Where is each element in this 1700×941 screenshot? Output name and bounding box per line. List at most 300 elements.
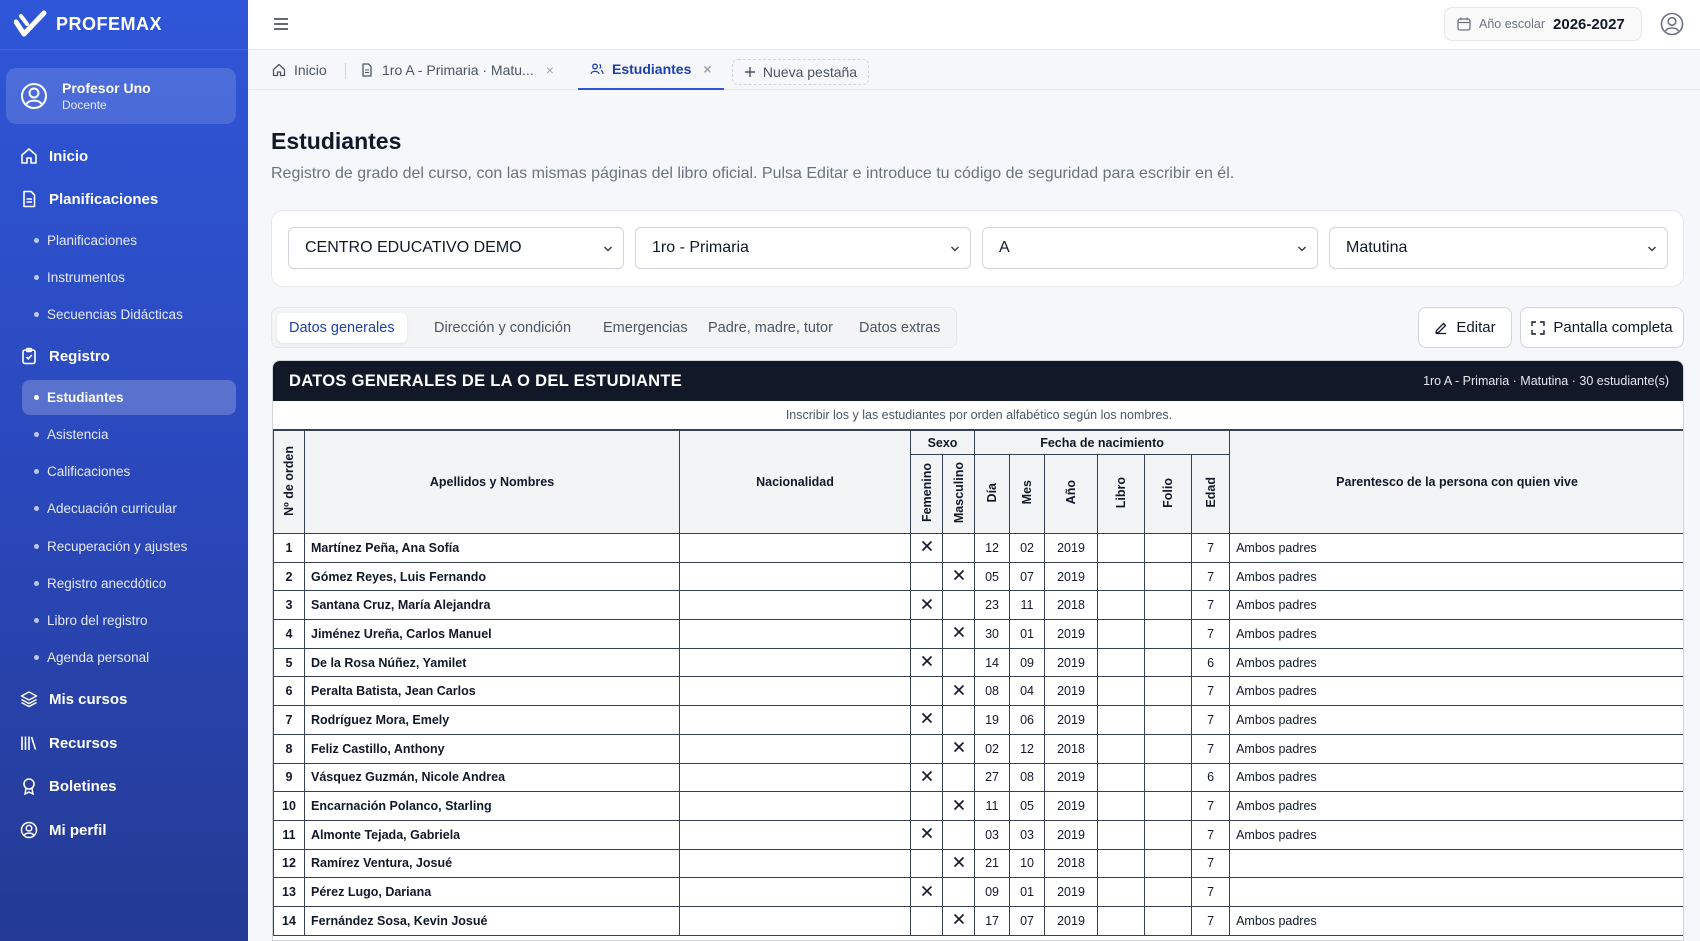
col-masculino-label: Masculino [951, 461, 966, 524]
home-icon [20, 147, 38, 165]
cell-libro[interactable] [1098, 620, 1145, 649]
cell-nombre[interactable]: Santana Cruz, María Alejandra [305, 591, 680, 620]
cell-nombre[interactable]: Vásquez Guzmán, Nicole Andrea [305, 763, 680, 792]
cell-folio[interactable] [1145, 849, 1192, 878]
cell-femenino[interactable] [911, 906, 943, 935]
cell-mes[interactable]: 07 [1010, 906, 1045, 935]
sidebar-sub-anecdotico[interactable] [22, 566, 236, 601]
col-libro-label: Libro [1114, 476, 1129, 509]
new-tab-button[interactable] [732, 59, 869, 85]
cell-nombre[interactable]: Pérez Lugo, Dariana [305, 878, 680, 907]
cell-masculino[interactable] [943, 792, 975, 821]
cell-nacionalidad[interactable] [680, 677, 911, 706]
bullet-icon [34, 395, 39, 400]
cell-orden: 11 [274, 820, 305, 849]
tab-inicio[interactable] [272, 50, 327, 90]
user-circle-icon [20, 821, 38, 839]
fullscreen-button[interactable] [1520, 307, 1684, 348]
cell-anio[interactable]: 2019 [1045, 620, 1098, 649]
sidebar-sub-agenda[interactable] [22, 640, 236, 675]
table-row[interactable] [274, 620, 1685, 649]
cell-masculino[interactable] [943, 734, 975, 763]
cell-edad: 7 [1192, 677, 1230, 706]
col-dia-label: Día [985, 482, 1000, 503]
bullet-icon [34, 506, 39, 511]
bullet-icon [34, 469, 39, 474]
cell-parentesco[interactable]: Ambos padres [1230, 820, 1684, 849]
cell-parentesco[interactable]: Ambos padres [1230, 763, 1684, 792]
cell-nacionalidad[interactable] [680, 820, 911, 849]
cell-dia[interactable]: 11 [975, 792, 1010, 821]
table-header-bar [273, 361, 1684, 401]
sub-label: Adecuación curricular [47, 501, 177, 516]
cell-folio[interactable] [1145, 792, 1192, 821]
filter-card [271, 210, 1684, 287]
section-tab-padre-madre-tutor[interactable]: Padre, madre, tutor [708, 320, 833, 336]
students-table-body [274, 534, 1685, 936]
section-tab-emergencias[interactable]: Emergencias [603, 320, 688, 336]
cell-orden: 12 [274, 849, 305, 878]
bullet-icon [34, 432, 39, 437]
tab-course[interactable] [360, 50, 554, 90]
cell-folio[interactable] [1145, 878, 1192, 907]
new-tab-label: Nueva pestaña [762, 64, 858, 80]
nav-mis-cursos[interactable] [0, 681, 248, 717]
cell-parentesco[interactable]: Ambos padres [1230, 534, 1684, 563]
tab-strip [248, 50, 1700, 90]
sub-label: Asistencia [47, 427, 109, 442]
cell-nombre[interactable]: Feliz Castillo, Anthony [305, 734, 680, 763]
col-sexo: Sexo [911, 431, 975, 455]
cell-femenino[interactable] [911, 706, 943, 735]
cell-masculino[interactable] [943, 820, 975, 849]
cell-dia[interactable]: 12 [975, 534, 1010, 563]
table-row[interactable] [274, 591, 1685, 620]
cell-libro[interactable] [1098, 706, 1145, 735]
cell-nacionalidad[interactable] [680, 878, 911, 907]
nav-boletines[interactable] [0, 768, 248, 804]
brand[interactable] [0, 0, 248, 50]
cell-dia[interactable]: 19 [975, 706, 1010, 735]
cell-femenino[interactable] [911, 820, 943, 849]
shift-select[interactable] [1329, 227, 1668, 269]
cell-libro[interactable] [1098, 734, 1145, 763]
cell-nombre[interactable]: Peralta Batista, Jean Carlos [305, 677, 680, 706]
cell-femenino[interactable] [911, 878, 943, 907]
cell-orden: 2 [274, 562, 305, 591]
cell-masculino[interactable] [943, 763, 975, 792]
col-nacionalidad: Nacionalidad [680, 431, 911, 534]
sidebar-sub-instrumentos[interactable] [22, 260, 236, 295]
sidebar-sub-adecuacion[interactable] [22, 491, 236, 526]
cell-masculino[interactable] [943, 677, 975, 706]
cell-folio[interactable] [1145, 562, 1192, 591]
cell-orden: 8 [274, 734, 305, 763]
cell-masculino[interactable] [943, 706, 975, 735]
table-meta: 1ro A - Primaria · Matutina · 30 estudiante(s) [1423, 374, 1669, 388]
cell-anio[interactable]: 2019 [1045, 792, 1098, 821]
cell-folio[interactable] [1145, 534, 1192, 563]
grade-select[interactable] [635, 227, 971, 269]
section-tab-direccion[interactable]: Dirección y condición [434, 320, 572, 336]
cell-libro[interactable] [1098, 534, 1145, 563]
cell-edad: 7 [1192, 878, 1230, 907]
document-icon [20, 190, 38, 208]
close-tab-icon[interactable]: × [703, 61, 712, 77]
bullet-icon [34, 581, 39, 586]
cell-nacionalidad[interactable] [680, 534, 911, 563]
bullet-icon [34, 618, 39, 623]
table-row[interactable] [274, 677, 1685, 706]
tab-estudiantes[interactable] [578, 50, 724, 90]
school-year-label: Año escolar [1479, 17, 1546, 31]
cell-femenino[interactable] [911, 620, 943, 649]
cell-mes[interactable]: 11 [1010, 591, 1045, 620]
cell-folio[interactable] [1145, 820, 1192, 849]
cell-mes[interactable]: 04 [1010, 677, 1045, 706]
sidebar-sub-recuperacion[interactable] [22, 529, 236, 564]
cell-anio[interactable]: 2018 [1045, 849, 1098, 878]
cell-anio[interactable]: 2019 [1045, 677, 1098, 706]
x-mark-icon [953, 684, 965, 696]
bullet-icon [34, 655, 39, 660]
sub-label: Calificaciones [47, 464, 131, 479]
col-folio [1145, 455, 1192, 534]
table-row[interactable] [274, 906, 1685, 935]
cell-dia[interactable]: 03 [975, 820, 1010, 849]
cell-libro[interactable] [1098, 820, 1145, 849]
col-parentesco: Parentesco de la persona con quien vive [1230, 431, 1684, 534]
user-avatar-icon [20, 82, 48, 110]
col-femenino [911, 455, 943, 534]
cell-folio[interactable] [1145, 648, 1192, 677]
cell-nacionalidad[interactable] [680, 734, 911, 763]
cell-parentesco[interactable]: Ambos padres [1230, 706, 1684, 735]
nav-planificaciones[interactable] [0, 181, 248, 217]
cell-nombre[interactable]: Rodríguez Mora, Emely [305, 706, 680, 735]
nav-inicio-label: Inicio [49, 147, 89, 165]
cell-femenino[interactable] [911, 763, 943, 792]
cell-femenino[interactable] [911, 534, 943, 563]
cell-dia[interactable]: 05 [975, 562, 1010, 591]
top-bar [248, 0, 1700, 50]
table-row[interactable] [274, 534, 1685, 563]
col-edad-label: Edad [1203, 477, 1218, 508]
cell-mes[interactable]: 02 [1010, 534, 1045, 563]
cell-mes[interactable]: 10 [1010, 849, 1045, 878]
cell-parentesco[interactable]: Ambos padres [1230, 562, 1684, 591]
sidebar-sub-asistencia[interactable] [22, 417, 236, 452]
cell-parentesco[interactable]: Ambos padres [1230, 792, 1684, 821]
cell-parentesco[interactable]: Ambos padres [1230, 648, 1684, 677]
cell-orden: 1 [274, 534, 305, 563]
school-year-selector[interactable] [1444, 7, 1642, 41]
cell-masculino[interactable] [943, 591, 975, 620]
cell-femenino[interactable] [911, 677, 943, 706]
edit-button[interactable] [1418, 307, 1512, 348]
cell-masculino[interactable] [943, 849, 975, 878]
sidebar [0, 0, 248, 941]
hamburger-menu-icon[interactable] [272, 15, 290, 33]
cell-nombre[interactable]: Ramírez Ventura, Josué [305, 849, 680, 878]
sidebar-sub-calificaciones[interactable] [22, 454, 236, 489]
profemax-logo-icon [14, 10, 48, 40]
cell-mes[interactable]: 01 [1010, 620, 1045, 649]
cell-nombre[interactable]: Martínez Peña, Ana Sofía [305, 534, 680, 563]
cell-anio[interactable]: 2019 [1045, 878, 1098, 907]
cell-libro[interactable] [1098, 677, 1145, 706]
page-subtitle: Registro de grado del curso, con las mismas páginas del libro oficial. Pulsa Editar e introduce tu código de seguridad para escribir en él. [271, 165, 1235, 182]
cell-parentesco[interactable]: Ambos padres [1230, 677, 1684, 706]
cell-nombre[interactable]: De la Rosa Núñez, Yamilet [305, 648, 680, 677]
table-title: DATOS GENERALES DE LA O DEL ESTUDIANTE [289, 372, 683, 390]
cell-parentesco[interactable]: Ambos padres [1230, 591, 1684, 620]
nav-registro-label: Registro [49, 347, 110, 365]
sidebar-sub-planificaciones[interactable] [22, 223, 236, 258]
edit-button-label: Editar [1456, 319, 1496, 336]
section-tab-datos-generales[interactable]: Datos generales [277, 313, 407, 343]
cell-orden: 9 [274, 763, 305, 792]
sidebar-sub-estudiantes[interactable] [22, 380, 236, 415]
cell-parentesco[interactable] [1230, 878, 1684, 907]
tab-separator [345, 63, 346, 79]
school-year-value: 2026-2027 [1553, 15, 1625, 33]
tab-label: Estudiantes [612, 61, 692, 77]
cell-dia[interactable]: 08 [975, 677, 1010, 706]
cell-anio[interactable]: 2019 [1045, 763, 1098, 792]
cell-masculino[interactable] [943, 878, 975, 907]
tab-label: Inicio [294, 62, 327, 78]
section-select-value: A [999, 239, 1010, 256]
cell-dia[interactable]: 14 [975, 648, 1010, 677]
cell-nacionalidad[interactable] [680, 792, 911, 821]
cell-nacionalidad[interactable] [680, 562, 911, 591]
x-mark-icon [921, 598, 933, 610]
cell-edad: 6 [1192, 763, 1230, 792]
cell-parentesco[interactable] [1230, 849, 1684, 878]
cell-nacionalidad[interactable] [680, 849, 911, 878]
cell-femenino[interactable] [911, 648, 943, 677]
cell-orden: 7 [274, 706, 305, 735]
x-mark-icon [921, 655, 933, 667]
cell-mes[interactable]: 01 [1010, 878, 1045, 907]
sub-label: Libro del registro [47, 613, 148, 628]
fullscreen-button-label: Pantalla completa [1553, 319, 1673, 336]
sidebar-sub-libro[interactable] [22, 603, 236, 638]
cell-mes[interactable]: 07 [1010, 562, 1045, 591]
nav-mi-perfil[interactable] [0, 812, 248, 848]
nav-recursos-label: Recursos [49, 734, 118, 752]
cell-parentesco[interactable]: Ambos padres [1230, 620, 1684, 649]
x-mark-icon [921, 770, 933, 782]
cell-orden: 3 [274, 591, 305, 620]
x-mark-icon [921, 712, 933, 724]
x-mark-icon [953, 856, 965, 868]
cell-dia[interactable]: 27 [975, 763, 1010, 792]
table-row[interactable] [274, 849, 1685, 878]
table-row[interactable] [274, 820, 1685, 849]
cell-masculino[interactable] [943, 906, 975, 935]
cell-libro[interactable] [1098, 562, 1145, 591]
cell-libro[interactable] [1098, 763, 1145, 792]
table-row[interactable] [274, 792, 1685, 821]
cell-orden: 14 [274, 906, 305, 935]
center-select[interactable] [288, 227, 624, 269]
cell-dia[interactable]: 02 [975, 734, 1010, 763]
tab-label: 1ro A - Primaria · Matu... [382, 62, 534, 78]
cell-libro[interactable] [1098, 648, 1145, 677]
table-row[interactable] [274, 648, 1685, 677]
cell-nacionalidad[interactable] [680, 763, 911, 792]
clipboard-check-icon [20, 347, 38, 365]
cell-folio[interactable] [1145, 706, 1192, 735]
cell-femenino[interactable] [911, 792, 943, 821]
brand-name: PROFEMAX [56, 14, 163, 34]
cell-anio[interactable]: 2019 [1045, 648, 1098, 677]
cell-edad: 7 [1192, 620, 1230, 649]
cell-mes[interactable]: 06 [1010, 706, 1045, 735]
close-tab-icon[interactable]: × [545, 62, 554, 78]
cell-dia[interactable]: 21 [975, 849, 1010, 878]
profile-role: Docente [62, 98, 107, 112]
students-table-panel [272, 360, 1684, 941]
cell-masculino[interactable] [943, 562, 975, 591]
cell-libro[interactable] [1098, 591, 1145, 620]
col-nombres: Apellidos y Nombres [305, 431, 680, 534]
cell-orden: 10 [274, 792, 305, 821]
cell-mes[interactable]: 12 [1010, 734, 1045, 763]
col-edad [1192, 455, 1230, 534]
cell-nombre[interactable]: Almonte Tejada, Gabriela [305, 820, 680, 849]
table-instructions: Inscribir los y las estudiantes por orden alfabético según los nombres. [273, 401, 1684, 430]
section-select[interactable] [982, 227, 1318, 269]
cell-anio[interactable]: 2019 [1045, 820, 1098, 849]
cell-anio[interactable]: 2019 [1045, 562, 1098, 591]
cell-dia[interactable]: 09 [975, 878, 1010, 907]
cell-edad: 7 [1192, 534, 1230, 563]
col-dia [975, 455, 1010, 534]
cell-edad: 6 [1192, 648, 1230, 677]
cell-masculino[interactable] [943, 648, 975, 677]
cell-anio[interactable]: 2019 [1045, 534, 1098, 563]
bullet-icon [34, 275, 39, 280]
document-icon [360, 63, 374, 77]
col-libro [1098, 455, 1145, 534]
cell-femenino[interactable] [911, 734, 943, 763]
cell-anio[interactable]: 2019 [1045, 906, 1098, 935]
cell-nacionalidad[interactable] [680, 706, 911, 735]
profile-card[interactable] [6, 68, 236, 124]
table-row[interactable] [274, 706, 1685, 735]
cell-edad: 7 [1192, 849, 1230, 878]
plus-icon [744, 66, 756, 78]
cell-folio[interactable] [1145, 763, 1192, 792]
chevron-down-icon [1297, 244, 1307, 254]
cell-mes[interactable]: 03 [1010, 820, 1045, 849]
cell-libro[interactable] [1098, 792, 1145, 821]
cell-nacionalidad[interactable] [680, 648, 911, 677]
cell-mes[interactable]: 08 [1010, 763, 1045, 792]
page-title: Estudiantes [271, 128, 402, 154]
cell-folio[interactable] [1145, 620, 1192, 649]
cell-anio[interactable]: 2019 [1045, 706, 1098, 735]
cell-orden: 6 [274, 677, 305, 706]
cell-folio[interactable] [1145, 734, 1192, 763]
cell-orden: 5 [274, 648, 305, 677]
cell-masculino[interactable] [943, 534, 975, 563]
cell-femenino[interactable] [911, 562, 943, 591]
cell-dia[interactable]: 17 [975, 906, 1010, 935]
students-table [273, 430, 1684, 936]
shift-select-value: Matutina [1346, 239, 1408, 256]
table-row[interactable] [274, 763, 1685, 792]
cell-libro[interactable] [1098, 878, 1145, 907]
cell-dia[interactable]: 30 [975, 620, 1010, 649]
cell-anio[interactable]: 2018 [1045, 591, 1098, 620]
cell-mes[interactable]: 05 [1010, 792, 1045, 821]
cell-nombre[interactable]: Fernández Sosa, Kevin Josué [305, 906, 680, 935]
cell-femenino[interactable] [911, 591, 943, 620]
cell-femenino[interactable] [911, 849, 943, 878]
cell-edad: 7 [1192, 906, 1230, 935]
cell-libro[interactable] [1098, 849, 1145, 878]
col-anio-label: Año [1064, 480, 1079, 505]
account-icon[interactable] [1660, 12, 1684, 36]
cell-folio[interactable] [1145, 906, 1192, 935]
section-tab-datos-extras[interactable]: Datos extras [859, 320, 941, 336]
layers-icon [20, 690, 38, 708]
x-mark-icon [953, 626, 965, 638]
cell-parentesco[interactable]: Ambos padres [1230, 906, 1684, 935]
col-femenino-label: Femenino [919, 462, 934, 523]
cell-folio[interactable] [1145, 591, 1192, 620]
sub-label: Planificaciones [47, 233, 138, 248]
library-icon [20, 734, 38, 752]
users-icon [590, 62, 604, 76]
cell-edad: 7 [1192, 734, 1230, 763]
col-mes-label: Mes [1020, 480, 1035, 505]
sub-label: Registro anecdótico [47, 576, 167, 591]
expand-icon [1531, 321, 1545, 335]
cell-edad: 7 [1192, 792, 1230, 821]
cell-anio[interactable]: 2018 [1045, 734, 1098, 763]
cell-masculino[interactable] [943, 620, 975, 649]
cell-nombre[interactable]: Encarnación Polanco, Starling [305, 792, 680, 821]
nav-registro[interactable] [0, 338, 248, 374]
award-icon [20, 777, 38, 795]
cell-dia[interactable]: 23 [975, 591, 1010, 620]
cell-nacionalidad[interactable] [680, 620, 911, 649]
cell-libro[interactable] [1098, 906, 1145, 935]
cell-edad: 7 [1192, 706, 1230, 735]
col-orden [274, 431, 305, 534]
cell-parentesco[interactable]: Ambos padres [1230, 734, 1684, 763]
cell-nacionalidad[interactable] [680, 591, 911, 620]
table-row[interactable] [274, 562, 1685, 591]
cell-folio[interactable] [1145, 677, 1192, 706]
cell-nombre[interactable]: Gómez Reyes, Luis Fernando [305, 562, 680, 591]
cell-nacionalidad[interactable] [680, 906, 911, 935]
x-mark-icon [953, 741, 965, 753]
sidebar-sub-secuencias[interactable] [22, 297, 236, 332]
table-row[interactable] [274, 734, 1685, 763]
table-row[interactable] [274, 878, 1685, 907]
nav-recursos[interactable] [0, 725, 248, 761]
sub-label: Secuencias Didácticas [47, 307, 183, 322]
nav-inicio[interactable] [0, 138, 248, 174]
cell-mes[interactable]: 09 [1010, 648, 1045, 677]
cell-nombre[interactable]: Jiménez Ureña, Carlos Manuel [305, 620, 680, 649]
